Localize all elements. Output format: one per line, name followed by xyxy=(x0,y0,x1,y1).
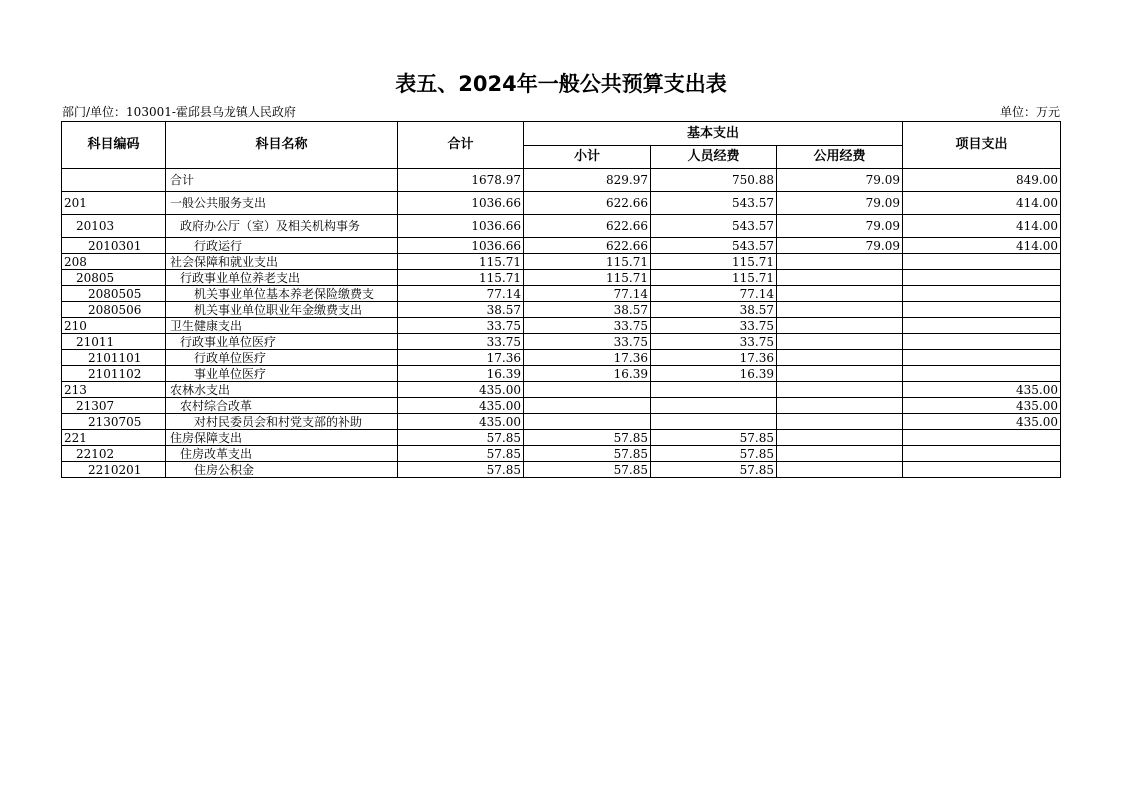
cell-project xyxy=(903,462,1061,478)
cell-personnel: 115.71 xyxy=(651,270,777,286)
cell-subtotal: 57.85 xyxy=(524,446,651,462)
cell-code: 21307 xyxy=(62,398,166,414)
cell-name: 对村民委员会和村党支部的补助 xyxy=(166,414,398,430)
cell-public xyxy=(777,302,903,318)
header-name: 科目名称 xyxy=(166,122,398,169)
cell-subtotal: 16.39 xyxy=(524,366,651,382)
cell-total: 57.85 xyxy=(398,430,524,446)
cell-personnel: 543.57 xyxy=(651,192,777,215)
cell-subtotal: 57.85 xyxy=(524,430,651,446)
cell-project: 414.00 xyxy=(903,192,1061,215)
table-row xyxy=(62,169,1061,192)
cell-total: 435.00 xyxy=(398,398,524,414)
cell-project: 435.00 xyxy=(903,414,1061,430)
table-row xyxy=(62,286,1061,302)
cell-project: 414.00 xyxy=(903,215,1061,238)
cell-public: 79.09 xyxy=(777,215,903,238)
cell-code: 22102 xyxy=(62,446,166,462)
cell-subtotal: 622.66 xyxy=(524,215,651,238)
table-row xyxy=(62,462,1061,478)
cell-code xyxy=(62,169,166,192)
table-row xyxy=(62,302,1061,318)
cell-public xyxy=(777,350,903,366)
cell-code: 20103 xyxy=(62,215,166,238)
cell-code: 2080505 xyxy=(62,286,166,302)
cell-name: 住房保障支出 xyxy=(166,430,398,446)
table-row xyxy=(62,446,1061,462)
cell-project: 849.00 xyxy=(903,169,1061,192)
header-total: 合计 xyxy=(398,122,524,169)
cell-personnel: 57.85 xyxy=(651,446,777,462)
cell-public xyxy=(777,334,903,350)
cell-name: 行政事业单位医疗 xyxy=(166,334,398,350)
cell-subtotal: 38.57 xyxy=(524,302,651,318)
cell-total: 1036.66 xyxy=(398,215,524,238)
cell-project xyxy=(903,366,1061,382)
cell-code: 201 xyxy=(62,192,166,215)
table-row xyxy=(62,254,1061,270)
cell-total: 17.36 xyxy=(398,350,524,366)
cell-public xyxy=(777,398,903,414)
cell-subtotal: 622.66 xyxy=(524,192,651,215)
cell-project xyxy=(903,302,1061,318)
cell-personnel: 77.14 xyxy=(651,286,777,302)
cell-personnel: 57.85 xyxy=(651,430,777,446)
cell-subtotal xyxy=(524,382,651,398)
cell-subtotal: 17.36 xyxy=(524,350,651,366)
cell-total: 16.39 xyxy=(398,366,524,382)
cell-name: 一般公共服务支出 xyxy=(166,192,398,215)
cell-name: 卫生健康支出 xyxy=(166,318,398,334)
cell-public xyxy=(777,414,903,430)
cell-code: 2080506 xyxy=(62,302,166,318)
cell-project xyxy=(903,318,1061,334)
cell-name: 行政单位医疗 xyxy=(166,350,398,366)
cell-public xyxy=(777,462,903,478)
cell-public: 79.09 xyxy=(777,238,903,254)
cell-personnel: 543.57 xyxy=(651,238,777,254)
cell-name: 行政运行 xyxy=(166,238,398,254)
cell-public xyxy=(777,318,903,334)
cell-name: 事业单位医疗 xyxy=(166,366,398,382)
cell-name: 机关事业单位职业年金缴费支出 xyxy=(166,302,398,318)
header-code: 科目编码 xyxy=(62,122,166,169)
cell-total: 38.57 xyxy=(398,302,524,318)
cell-public xyxy=(777,366,903,382)
unit-label: 单位：万元 xyxy=(999,105,1060,119)
header-public: 公用经费 xyxy=(777,146,903,169)
cell-subtotal xyxy=(524,398,651,414)
department-label: 部门/单位：103001-霍邱县乌龙镇人民政府 xyxy=(62,105,296,119)
cell-personnel: 750.88 xyxy=(651,169,777,192)
cell-personnel: 38.57 xyxy=(651,302,777,318)
budget-table xyxy=(61,121,1061,478)
cell-public: 79.09 xyxy=(777,192,903,215)
cell-personnel xyxy=(651,398,777,414)
cell-personnel xyxy=(651,382,777,398)
cell-code: 21011 xyxy=(62,334,166,350)
cell-public xyxy=(777,446,903,462)
cell-name: 机关事业单位基本养老保险缴费支 xyxy=(166,286,398,302)
cell-subtotal: 77.14 xyxy=(524,286,651,302)
cell-subtotal: 622.66 xyxy=(524,238,651,254)
table-row xyxy=(62,382,1061,398)
cell-public xyxy=(777,254,903,270)
cell-personnel: 33.75 xyxy=(651,334,777,350)
budget-table-body xyxy=(62,169,1061,478)
cell-project: 414.00 xyxy=(903,238,1061,254)
cell-total: 435.00 xyxy=(398,382,524,398)
table-row xyxy=(62,366,1061,382)
cell-name: 住房改革支出 xyxy=(166,446,398,462)
cell-personnel: 17.36 xyxy=(651,350,777,366)
cell-subtotal: 829.97 xyxy=(524,169,651,192)
header-subtotal: 小计 xyxy=(524,146,651,169)
cell-code: 2210201 xyxy=(62,462,166,478)
cell-project xyxy=(903,254,1061,270)
cell-total: 435.00 xyxy=(398,414,524,430)
cell-public xyxy=(777,286,903,302)
cell-project xyxy=(903,430,1061,446)
cell-total: 33.75 xyxy=(398,334,524,350)
cell-public xyxy=(777,270,903,286)
header-basic: 基本支出 xyxy=(524,122,903,146)
cell-code: 213 xyxy=(62,382,166,398)
cell-code: 2101101 xyxy=(62,350,166,366)
cell-total: 57.85 xyxy=(398,446,524,462)
cell-code: 2010301 xyxy=(62,238,166,254)
cell-name: 合计 xyxy=(166,169,398,192)
table-row xyxy=(62,238,1061,254)
cell-personnel: 57.85 xyxy=(651,462,777,478)
cell-subtotal: 115.71 xyxy=(524,254,651,270)
cell-personnel: 33.75 xyxy=(651,318,777,334)
page-title: 表五、2024年一般公共预算支出表 xyxy=(395,72,727,96)
cell-name: 农村综合改革 xyxy=(166,398,398,414)
table-row xyxy=(62,215,1061,238)
cell-personnel: 16.39 xyxy=(651,366,777,382)
cell-name: 政府办公厅（室）及相关机构事务 xyxy=(166,215,398,238)
cell-subtotal: 57.85 xyxy=(524,462,651,478)
cell-total: 77.14 xyxy=(398,286,524,302)
cell-project xyxy=(903,286,1061,302)
cell-project: 435.00 xyxy=(903,382,1061,398)
table-row xyxy=(62,334,1061,350)
cell-name: 行政事业单位养老支出 xyxy=(166,270,398,286)
cell-public xyxy=(777,430,903,446)
table-row xyxy=(62,350,1061,366)
cell-code: 2130705 xyxy=(62,414,166,430)
cell-personnel xyxy=(651,414,777,430)
table-row xyxy=(62,430,1061,446)
cell-total: 1678.97 xyxy=(398,169,524,192)
cell-total: 33.75 xyxy=(398,318,524,334)
cell-public xyxy=(777,382,903,398)
cell-total: 115.71 xyxy=(398,270,524,286)
cell-subtotal: 33.75 xyxy=(524,334,651,350)
cell-subtotal: 33.75 xyxy=(524,318,651,334)
cell-code: 20805 xyxy=(62,270,166,286)
cell-personnel: 543.57 xyxy=(651,215,777,238)
table-row xyxy=(62,270,1061,286)
cell-personnel: 115.71 xyxy=(651,254,777,270)
cell-code: 2101102 xyxy=(62,366,166,382)
cell-total: 1036.66 xyxy=(398,192,524,215)
cell-name: 住房公积金 xyxy=(166,462,398,478)
cell-project xyxy=(903,350,1061,366)
cell-name: 农林水支出 xyxy=(166,382,398,398)
cell-project xyxy=(903,446,1061,462)
cell-name: 社会保障和就业支出 xyxy=(166,254,398,270)
cell-subtotal: 115.71 xyxy=(524,270,651,286)
table-row xyxy=(62,398,1061,414)
cell-total: 57.85 xyxy=(398,462,524,478)
cell-public: 79.09 xyxy=(777,169,903,192)
cell-total: 1036.66 xyxy=(398,238,524,254)
cell-project: 435.00 xyxy=(903,398,1061,414)
table-row xyxy=(62,318,1061,334)
header-personnel: 人员经费 xyxy=(651,146,777,169)
cell-code: 221 xyxy=(62,430,166,446)
table-row xyxy=(62,192,1061,215)
cell-project xyxy=(903,334,1061,350)
cell-code: 210 xyxy=(62,318,166,334)
cell-subtotal xyxy=(524,414,651,430)
cell-project xyxy=(903,270,1061,286)
header-project: 项目支出 xyxy=(903,122,1061,169)
table-row xyxy=(62,414,1061,430)
cell-total: 115.71 xyxy=(398,254,524,270)
cell-code: 208 xyxy=(62,254,166,270)
